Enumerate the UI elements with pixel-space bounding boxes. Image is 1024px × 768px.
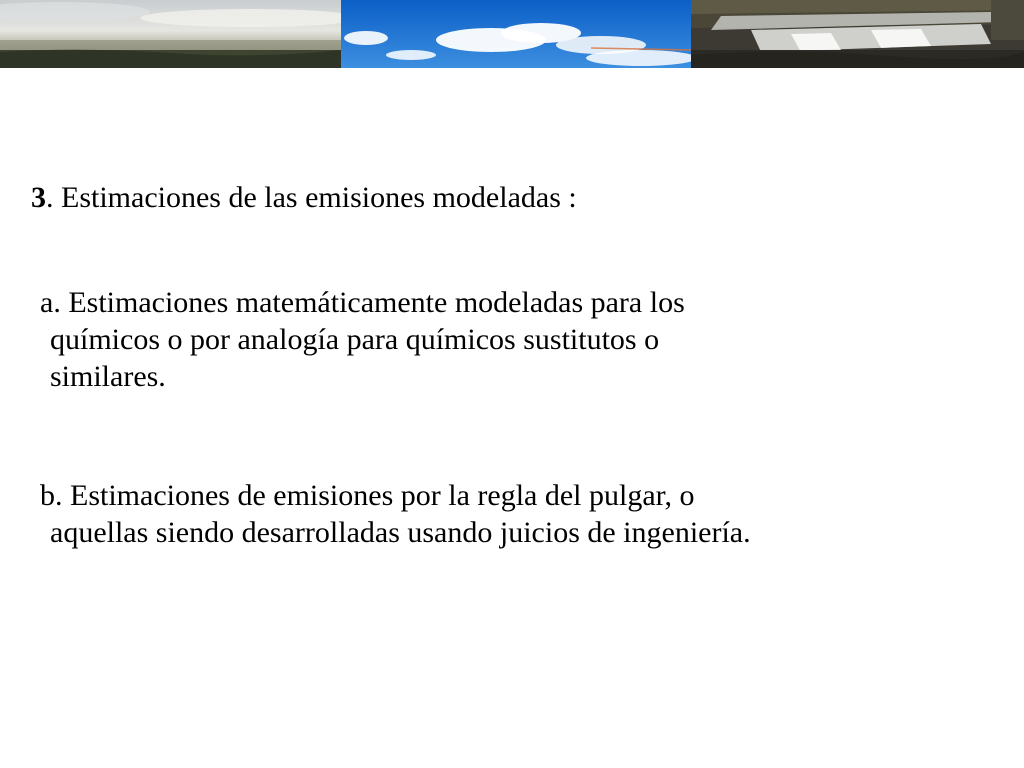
list-item-a-line-1: a. Estimaciones matemáticamente modeladas para los	[40, 286, 685, 319]
section-heading	[31, 179, 991, 216]
list-item-a	[40, 284, 1000, 395]
list-item-b-line-1: b. Estimaciones de emisiones por la regla del pulgar, o	[40, 479, 695, 512]
section-number: 3	[31, 181, 46, 214]
section-heading-text: . Estimaciones de las emisiones modeladas :	[46, 181, 577, 214]
list-item-b	[40, 477, 1000, 551]
list-item-a-line-2: químicos o por analogía para químicos sustitutos o	[50, 323, 660, 356]
list-item-b-line-2: aquellas siendo desarrolladas usando juicios de ingeniería.	[50, 516, 751, 549]
list-item-a-line-3: similares.	[50, 360, 166, 393]
